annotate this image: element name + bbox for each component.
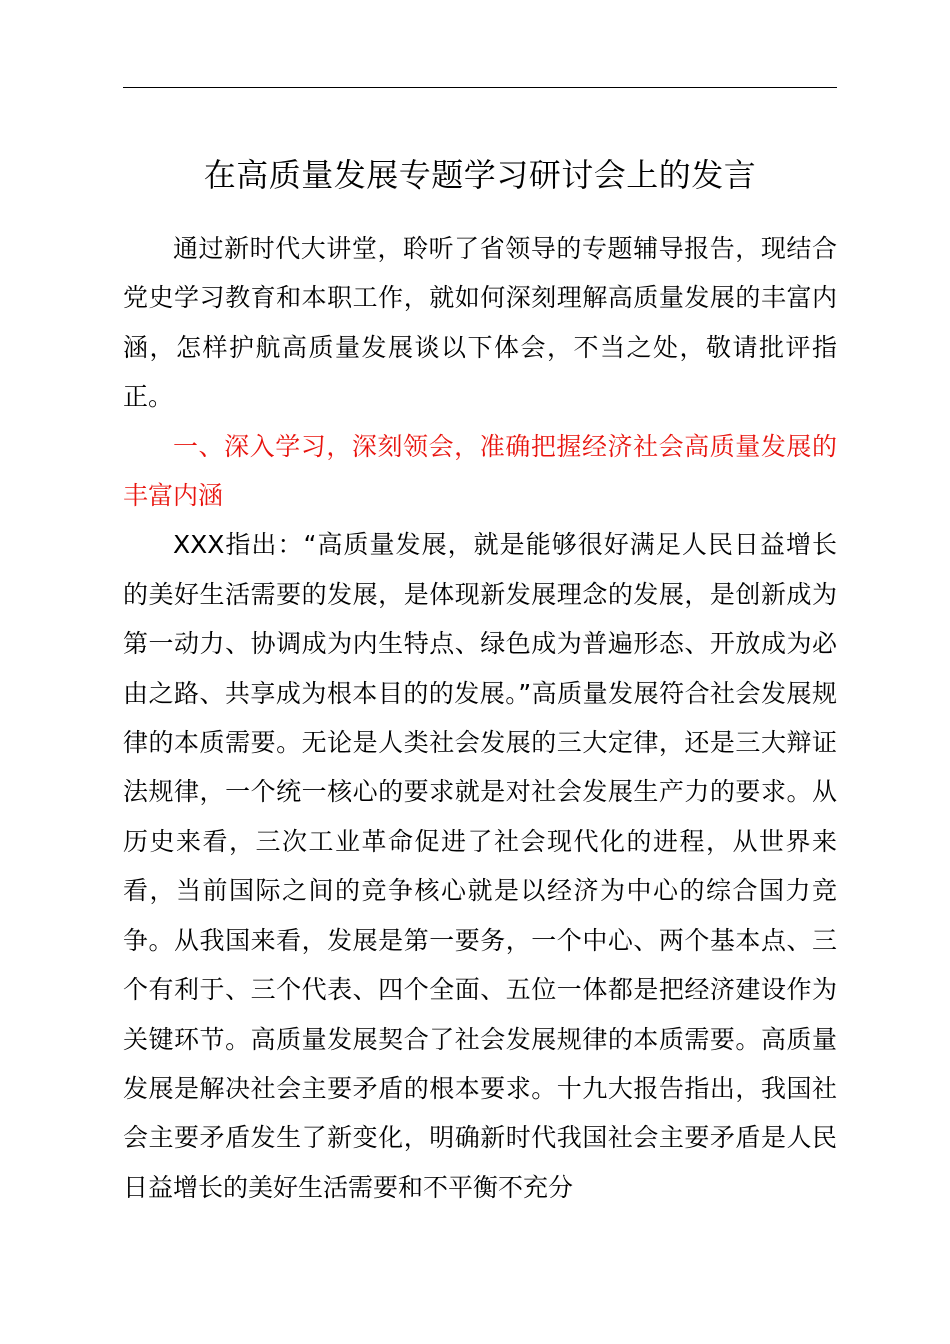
intro-paragraph: 通过新时代大讲堂，聆听了省领导的专题辅导报告，现结合党史学习教育和本职工作，就如何深刻理解高质量发展的丰富内涵，怎样护航高质量发展谈以下体会，不当之处，敬请批评指正。 [123,234,837,412]
document-body [123,224,837,1212]
body-paragraph: XXX指出：“高质量发展，就是能够很好满足人民日益增长的美好生活需要的发展，是体现新发展理念的发展，是创新成为第一动力、协调成为内生特点、绿色成为普遍形态、开放成为必由之路、共享成为根本目的的发展。”高质量发展符合社会发展规律的本质需要。无论是人类社会发展的三大定律，还是三大辩证法规律，一个统一核心的要求就是对社会发展生产力的要求。从历史来看，三次工业革命促进了社会现代化的进程，从世界来看，当前国际之间的竞争核心就是以经济为中心的综合国力竞争。从我国来看，发展是第一要务，一个中心、两个基本点、三个有利于、三个代表、四个全面、五位一体都是把经济建设作为关键环节。高质量发展契合了社会发展规律的本质需要。高质量发展是解决社会主要矛盾的根本要求。十九大报告指出，我国社会主要矛盾发生了新变化，明确新时代我国社会主要矛盾是人民日益增长的美好生活需要和不平衡不充分 [123,530,837,1202]
document-title: 在高质量发展专题学习研讨会上的发言 [203,156,757,194]
section-heading-1: 一、深入学习，深刻领会，准确把握经济社会高质量发展的丰富内涵 [123,431,837,511]
header-rule [123,87,837,88]
